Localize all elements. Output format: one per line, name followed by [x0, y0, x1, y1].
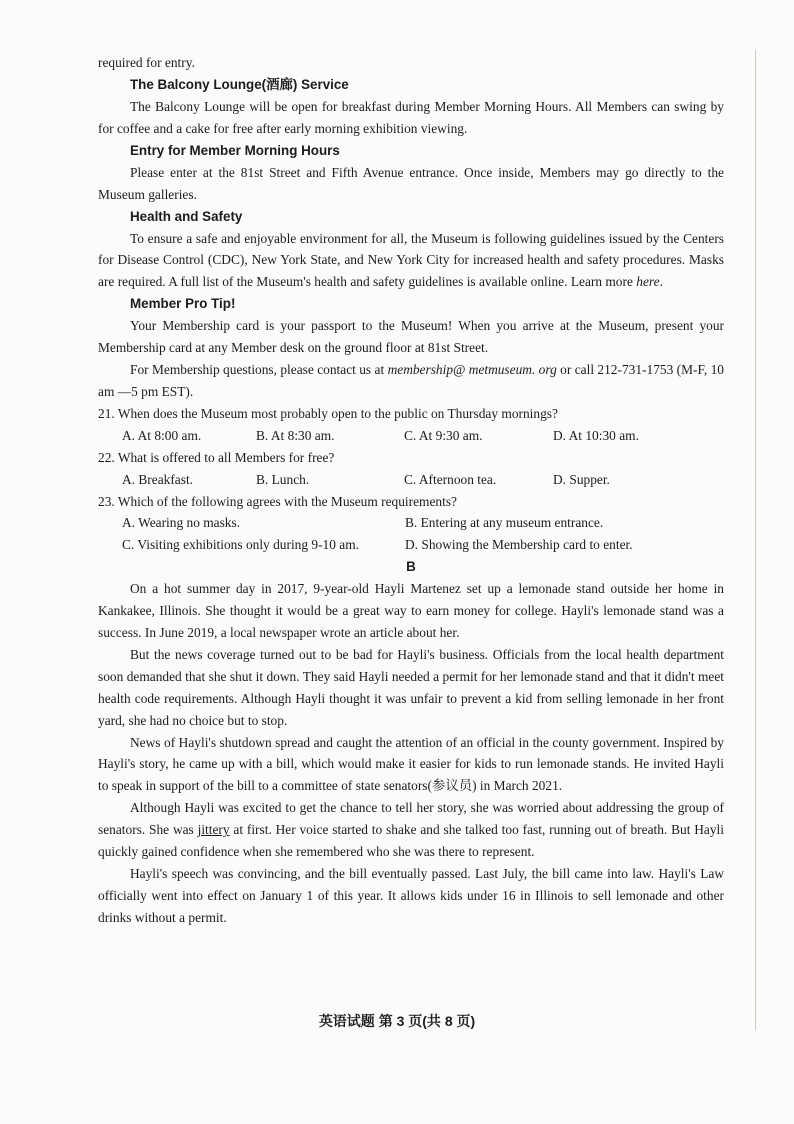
carry-over-text: required for entry.	[98, 55, 195, 70]
page-edge-line	[755, 50, 756, 1030]
question-23-options-row1	[98, 512, 724, 534]
entry-text: Please enter at the 81st Street and Fifth Avenue entrance. Once inside, Members may go directly to the Museum galleries.	[98, 164, 724, 202]
balcony-text: The Balcony Lounge will be open for breakfast during Member Morning Hours. All Members can swing by for coffee and a cake for free after early morning exhibition viewing.	[98, 98, 724, 136]
contact-text: For Membership questions, please contact us at membership@ metmuseum. org or call 212-731-1753 (M-F, 10 am —5 pm EST).	[98, 362, 724, 399]
option-22c: C. Afternoon tea.	[404, 471, 497, 487]
option-23a: A. Wearing no masks.	[122, 515, 241, 531]
option-21c: C. At 9:30 am.	[404, 427, 483, 443]
health-text: To ensure a safe and enjoyable environment for all, the Museum is following guidelines issued by the Centers for Disease Control (CDC), New York State, and New York City for increased health and safety procedures. Masks are required. A full list of the Museum's health and safety guidelines is available online. Learn more here.	[98, 230, 724, 290]
option-23c: C. Visiting exhibitions only during 9-10 am.	[122, 537, 360, 553]
tip-text: Your Membership card is your passport to the Museum! When you arrive at the Museum, present your Membership card at any Member desk on the ground floor at 81st Street.	[98, 318, 724, 356]
page-content	[98, 52, 724, 929]
passage-b-paragraph-4: Although Hayli was excited to get the chance to tell her story, she was worried about addressing the group of senators. She was jittery at first. Her voice started to shake and she talked too fast, running out of breath. But Hayli quickly gained confidence when she remembered who she was there to represent.	[98, 800, 725, 860]
option-23b: B. Entering at any museum entrance.	[405, 515, 604, 531]
option-22d: D. Supper.	[553, 471, 610, 487]
underlined-word-jittery: jittery	[197, 822, 230, 838]
here-link[interactable]: here	[636, 274, 660, 290]
passage-b-paragraph-2: But the news coverage turned out to be bad for Hayli's business. Officials from the local health department soon demanded that she shut it down. They said Hayli needed a permit for her lemonade stand and that it didn't meet health code requirements. Although Hayli thought it was unfair to prevent a kid from selling lemonade in her front yard, she had no choice but to stop.	[98, 646, 724, 728]
membership-email: membership@ metmuseum. org	[387, 362, 557, 378]
health-heading: Health and Safety	[130, 208, 243, 224]
passage-b-paragraph-3: News of Hayli's shutdown spread and caught the attention of an official in the county government. Inspired by Hayli's story, he came up with a bill, which would make it easier for kids to run lemonade stands. He invited Hayli to speak in support of the bill to a committee of state senators(参议员) in March 2021.	[98, 734, 724, 794]
question-23: 23. Which of the following agrees with the Museum requirements?	[98, 493, 457, 509]
entry-heading: Entry for Member Morning Hours	[130, 142, 340, 158]
question-21-options	[98, 425, 724, 447]
option-22b: B. Lunch.	[256, 471, 310, 487]
passage-b-paragraph-5: Hayli's speech was convincing, and the bill eventually passed. Last July, the bill came into law. Hayli's Law officially went into effect on January 1 of this year. It allows kids under 16 in Illinois to sell lemonade and other drinks without a permit.	[98, 866, 724, 925]
page-footer: 英语试题 第 3 页(共 8 页)	[318, 1013, 476, 1029]
balcony-heading: The Balcony Lounge(酒廊) Service	[130, 76, 349, 92]
section-b-label: B	[406, 559, 416, 575]
option-23d: D. Showing the Membership card to enter.	[405, 537, 633, 553]
question-21: 21. When does the Museum most probably open to the public on Thursday mornings?	[98, 405, 558, 421]
option-22a: A. Breakfast.	[122, 471, 194, 487]
option-21d: D. At 10:30 am.	[553, 427, 639, 443]
option-21a: A. At 8:00 am.	[122, 427, 202, 443]
passage-b-paragraph-1: On a hot summer day in 2017, 9-year-old Hayli Martenez set up a lemonade stand outside her home in Kankakee, Illinois. She thought it would be a great way to earn money for college. Hayli's lemonade stand was a success. In June 2019, a local newspaper wrote an article about her.	[98, 581, 724, 641]
option-21b: B. At 8:30 am.	[256, 427, 335, 443]
question-22: 22. What is offered to all Members for free?	[98, 449, 335, 465]
question-23-options-row2	[98, 534, 724, 556]
tip-heading: Member Pro Tip!	[130, 296, 236, 312]
question-22-options	[98, 469, 724, 491]
